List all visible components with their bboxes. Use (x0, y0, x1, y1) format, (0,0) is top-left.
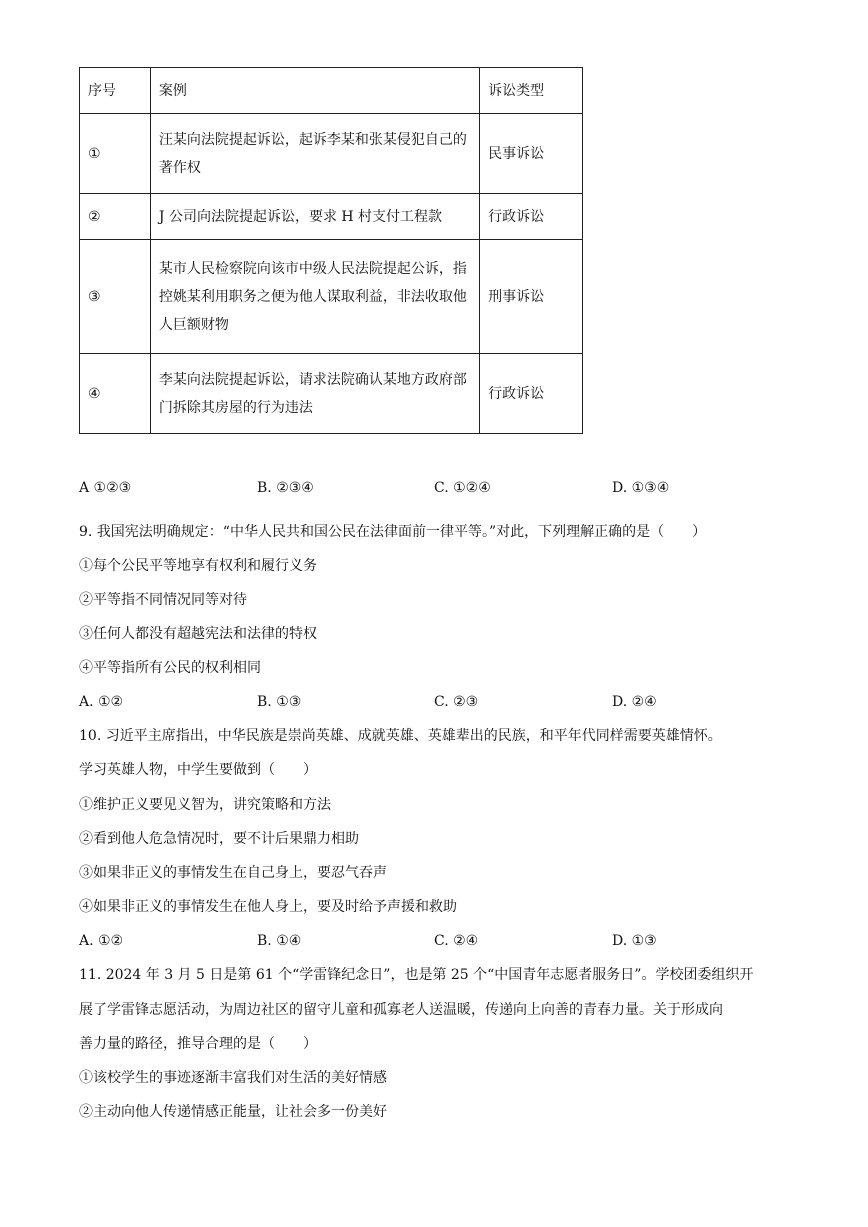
option-c: C. ①②④ (434, 480, 491, 496)
q10-item: ②看到他人危急情况时，要不计后果鼎力相助 (79, 831, 359, 847)
row-case: J 公司向法院提起诉讼，要求 H 村支付工程款 (150, 194, 479, 240)
table-row (80, 114, 583, 194)
row-index: ① (80, 114, 151, 194)
q9-stem: 9. 我国宪法明确规定：“中华人民共和国公民在法律面前一律平等。”对此，下列理解正确的是（ ） (79, 524, 707, 540)
table-header-row (80, 68, 583, 114)
q10-item: ④如果非正义的事情发生在他人身上，要及时给予声援和救助 (79, 899, 457, 915)
option-a: A ①②③ (79, 480, 132, 496)
q10-stem: 学习英雄人物，中学生要做到（ ） (79, 762, 317, 778)
option-b: B. ②③④ (257, 480, 314, 496)
q10-item: ③如果非正义的事情发生在自己身上，要忍气吞声 (79, 865, 387, 881)
row-case: 某市人民检察院向该市中级人民法院提起公诉，指控姚某利用职务之便为他人谋取利益，非法收取他人巨额财物 (150, 240, 479, 354)
row-type: 行政诉讼 (480, 194, 583, 240)
row-index: ③ (80, 240, 151, 354)
option-d: D. ①③ (612, 933, 657, 949)
option-a: A. ①② (79, 933, 124, 949)
row-index: ④ (80, 354, 151, 434)
table-row (80, 354, 583, 434)
q9-item: ②平等指不同情况同等对待 (79, 592, 247, 608)
row-type: 行政诉讼 (480, 354, 583, 434)
q11-stem: 善力量的路径，推导合理的是（ ） (79, 1036, 317, 1052)
table-row (80, 194, 583, 240)
option-d: D. ①③④ (612, 480, 670, 496)
row-type: 民事诉讼 (480, 114, 583, 194)
table-row (80, 240, 583, 354)
case-table (79, 67, 583, 434)
row-case: 汪某向法院提起诉讼，起诉李某和张某侵犯自己的著作权 (150, 114, 479, 194)
q9-item: ③任何人都没有超越宪法和法律的特权 (79, 626, 317, 642)
q9-item: ①每个公民平等地享有权利和履行义务 (79, 558, 317, 574)
q9-item: ④平等指所有公民的权利相同 (79, 660, 261, 676)
q10-item: ①维护正义要见义智为，讲究策略和方法 (79, 797, 331, 813)
header-index: 序号 (80, 68, 151, 114)
header-case: 案例 (150, 68, 479, 114)
option-c: C. ②③ (434, 694, 479, 710)
option-a: A. ①② (79, 694, 124, 710)
header-type: 诉讼类型 (480, 68, 583, 114)
q10-stem: 10. 习近平主席指出，中华民族是崇尚英雄、成就英雄、英雄辈出的民族，和平年代同样需要英雄情怀。 (79, 728, 722, 744)
option-c: C. ②④ (434, 933, 479, 949)
row-type: 刑事诉讼 (480, 240, 583, 354)
q11-item: ①该校学生的事迹逐渐丰富我们对生活的美好情感 (79, 1070, 387, 1086)
q11-stem: 11. 2024 年 3 月 5 日是第 61 个“学雷锋纪念日”，也是第 25 个“中国青年志愿者服务日”。学校团委组织开 (79, 967, 754, 983)
row-index: ② (80, 194, 151, 240)
q11-item: ②主动向他人传递情感正能量，让社会多一份美好 (79, 1104, 387, 1120)
option-b: B. ①④ (257, 933, 302, 949)
row-case: 李某向法院提起诉讼，请求法院确认某地方政府部门拆除其房屋的行为违法 (150, 354, 479, 434)
option-b: B. ①③ (257, 694, 302, 710)
q11-stem: 展了学雷锋志愿活动，为周边社区的留守儿童和孤寡老人送温暖，传递向上向善的青春力量。关于形成向 (79, 1002, 723, 1018)
option-d: D. ②④ (612, 694, 657, 710)
